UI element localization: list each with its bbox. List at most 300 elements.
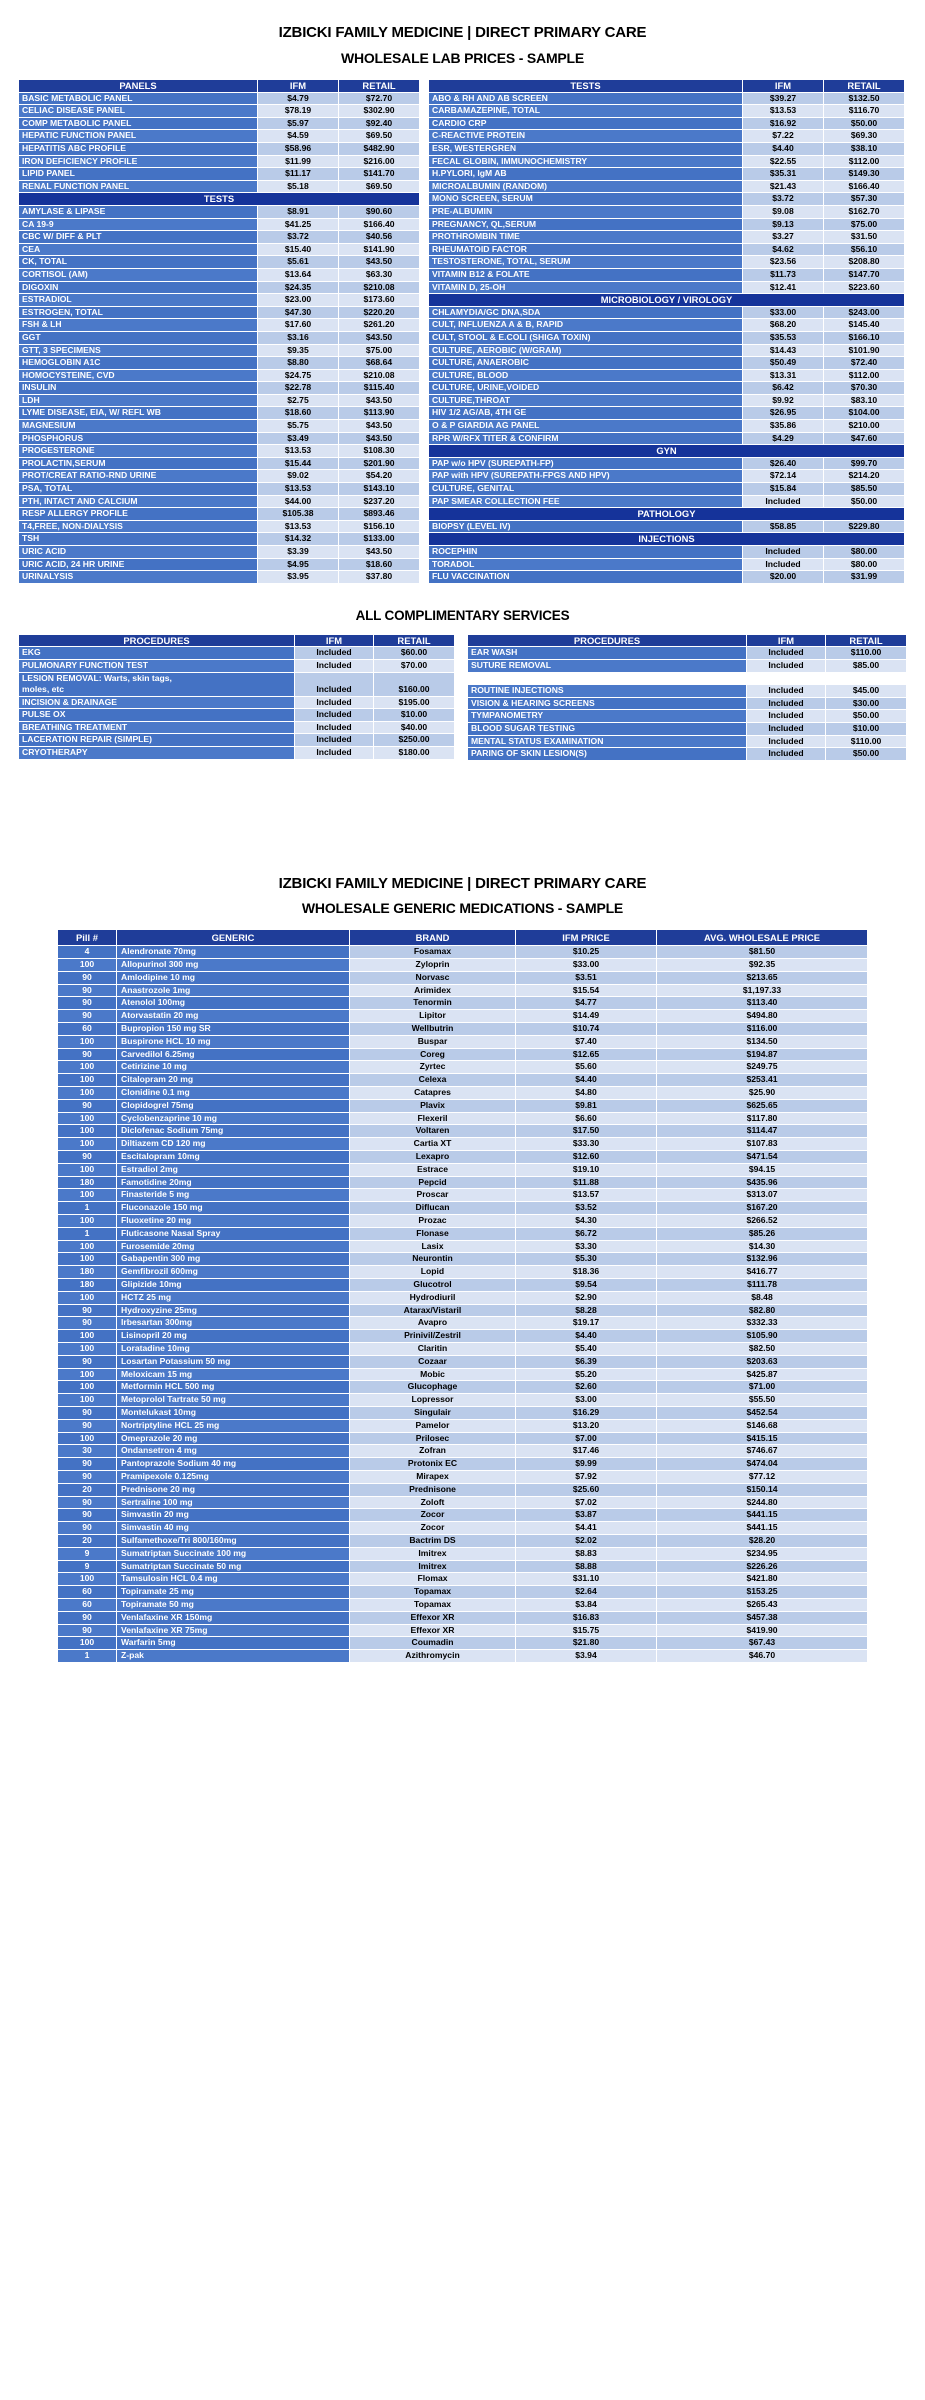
brand-name-cell: Avapro bbox=[350, 1317, 515, 1329]
item-name: MAGNESIUM bbox=[19, 420, 257, 432]
ifm-price-cell: $16.92 bbox=[743, 118, 823, 130]
table-header-row bbox=[468, 635, 906, 647]
ifm-price-cell: $3.30 bbox=[516, 1241, 656, 1253]
ifm-price-cell: $14.49 bbox=[516, 1010, 656, 1022]
awp-price-cell: $253.41 bbox=[657, 1074, 867, 1086]
retail-price-cell: $99.70 bbox=[824, 458, 904, 470]
ifm-price-cell: $13.53 bbox=[258, 483, 338, 495]
pill-count-cell: 90 bbox=[58, 1458, 116, 1470]
item-name: LESION REMOVAL: Warts, skin tags, moles, etc bbox=[19, 673, 294, 696]
brand-name-cell: Zoloft bbox=[350, 1497, 515, 1509]
ifm-price-cell: $14.43 bbox=[743, 345, 823, 357]
medications-table bbox=[57, 929, 868, 1663]
item-name: ESTRADIOL bbox=[19, 294, 257, 306]
retail-price-cell: $70.30 bbox=[824, 382, 904, 394]
table-row bbox=[58, 959, 867, 971]
pill-count-cell: 60 bbox=[58, 1023, 116, 1035]
table-row bbox=[19, 269, 419, 281]
item-name: VITAMIN B12 & FOLATE bbox=[429, 269, 742, 281]
brand-name-cell: Norvasc bbox=[350, 972, 515, 984]
brand-name-cell: Coreg bbox=[350, 1049, 515, 1061]
col-ifm: IFM bbox=[258, 80, 338, 92]
item-name: EKG bbox=[19, 647, 294, 659]
awp-price-cell: $194.87 bbox=[657, 1049, 867, 1061]
ifm-price-cell: $35.31 bbox=[743, 168, 823, 180]
table-row bbox=[58, 1497, 867, 1509]
ifm-price-cell: Included bbox=[747, 710, 825, 722]
table-header-row bbox=[429, 80, 904, 92]
item-name: FSH & LH bbox=[19, 319, 257, 331]
ifm-price-cell: $21.80 bbox=[516, 1637, 656, 1649]
section-header-row bbox=[429, 445, 904, 457]
retail-price-cell: $72.70 bbox=[339, 93, 419, 105]
table-row bbox=[19, 697, 454, 709]
table-row bbox=[19, 130, 419, 142]
retail-price-cell: $250.00 bbox=[374, 734, 454, 746]
pill-count-cell: 100 bbox=[58, 1138, 116, 1150]
ifm-price-cell: $4.95 bbox=[258, 559, 338, 571]
empty-cell bbox=[826, 673, 906, 685]
generic-name-cell: Simvastin 20 mg bbox=[117, 1509, 349, 1521]
generic-name-cell: Sertraline 100 mg bbox=[117, 1497, 349, 1509]
ifm-price-cell: $39.27 bbox=[743, 93, 823, 105]
pill-count-cell: 1 bbox=[58, 1228, 116, 1240]
generic-name-cell: Sumatriptan Succinate 100 mg bbox=[117, 1548, 349, 1560]
retail-price-cell: $156.10 bbox=[339, 521, 419, 533]
table-row bbox=[429, 357, 904, 369]
retail-price-cell: $43.50 bbox=[339, 420, 419, 432]
retail-price-cell: $69.30 bbox=[824, 130, 904, 142]
retail-price-cell: $57.30 bbox=[824, 193, 904, 205]
brand-name-cell: Buspar bbox=[350, 1036, 515, 1048]
pill-count-cell: 100 bbox=[58, 1241, 116, 1253]
ifm-price-cell: Included bbox=[747, 723, 825, 735]
item-name: PARING OF SKIN LESION(S) bbox=[468, 748, 746, 760]
generic-name-cell: Sumatriptan Succinate 50 mg bbox=[117, 1561, 349, 1573]
brand-name-cell: Wellbutrin bbox=[350, 1023, 515, 1035]
awp-price-cell: $77.12 bbox=[657, 1471, 867, 1483]
item-name: RENAL FUNCTION PANEL bbox=[19, 181, 257, 193]
pill-count-cell: 100 bbox=[58, 1637, 116, 1649]
ifm-price-cell: $7.00 bbox=[516, 1433, 656, 1445]
table-row bbox=[468, 736, 906, 748]
awp-price-cell: $167.20 bbox=[657, 1202, 867, 1214]
ifm-price-cell: $58.96 bbox=[258, 143, 338, 155]
item-name: PULSE OX bbox=[19, 709, 294, 721]
ifm-price-cell: Included bbox=[743, 546, 823, 558]
table-row bbox=[58, 1369, 867, 1381]
table-row bbox=[58, 1151, 867, 1163]
ifm-price-cell: $9.81 bbox=[516, 1100, 656, 1112]
table-row bbox=[58, 1074, 867, 1086]
generic-name-cell: Finasteride 5 mg bbox=[117, 1189, 349, 1201]
generic-name-cell: Estradiol 2mg bbox=[117, 1164, 349, 1176]
ifm-price-cell: $3.49 bbox=[258, 433, 338, 445]
table-row bbox=[19, 722, 454, 734]
table-row bbox=[58, 1522, 867, 1534]
table-row bbox=[58, 1202, 867, 1214]
pill-count-cell: 30 bbox=[58, 1445, 116, 1457]
item-name: ROUTINE INJECTIONS bbox=[468, 685, 746, 697]
ifm-price-cell: $3.72 bbox=[258, 231, 338, 243]
ifm-price-cell: $26.40 bbox=[743, 458, 823, 470]
item-name: EAR WASH bbox=[468, 647, 746, 659]
item-name: CORTISOL (AM) bbox=[19, 269, 257, 281]
table-row bbox=[429, 206, 904, 218]
item-name: PAP SMEAR COLLECTION FEE bbox=[429, 496, 742, 508]
complimentary-right-table bbox=[467, 634, 907, 761]
table-row bbox=[19, 395, 419, 407]
retail-price-cell: $223.60 bbox=[824, 282, 904, 294]
awp-price-cell: $14.30 bbox=[657, 1241, 867, 1253]
item-name: HOMOCYSTEINE, CVD bbox=[19, 370, 257, 382]
retail-price-cell: $166.40 bbox=[824, 181, 904, 193]
awp-price-cell: $226.26 bbox=[657, 1561, 867, 1573]
ifm-price-cell: $20.00 bbox=[743, 571, 823, 583]
table-row bbox=[468, 698, 906, 710]
brand-name-cell: Bactrim DS bbox=[350, 1535, 515, 1547]
retail-price-cell: $75.00 bbox=[339, 345, 419, 357]
pill-count-cell: 90 bbox=[58, 997, 116, 1009]
retail-price-cell: $69.50 bbox=[339, 181, 419, 193]
generic-name-cell: Montelukast 10mg bbox=[117, 1407, 349, 1419]
item-name: LYME DISEASE, EIA, W/ REFL WB bbox=[19, 407, 257, 419]
brand-name-cell: Lopid bbox=[350, 1266, 515, 1278]
ifm-price-cell: $4.40 bbox=[516, 1330, 656, 1342]
pill-count-cell: 90 bbox=[58, 1612, 116, 1624]
table-row bbox=[19, 521, 419, 533]
pill-count-cell: 180 bbox=[58, 1177, 116, 1189]
retail-price-cell: $143.10 bbox=[339, 483, 419, 495]
brand-name-cell: Zofran bbox=[350, 1445, 515, 1457]
ifm-price-cell: $9.54 bbox=[516, 1279, 656, 1291]
item-name: TYMPANOMETRY bbox=[468, 710, 746, 722]
table-row bbox=[58, 1637, 867, 1649]
item-name: CULTURE, URINE,VOIDED bbox=[429, 382, 742, 394]
ifm-price-cell: $17.46 bbox=[516, 1445, 656, 1457]
item-name: O & P GIARDIA AG PANEL bbox=[429, 420, 742, 432]
item-name: TESTOSTERONE, TOTAL, SERUM bbox=[429, 256, 742, 268]
col-awp: AVG. WHOLESALE PRICE bbox=[657, 930, 867, 946]
ifm-price-cell: Included bbox=[295, 647, 373, 659]
generic-name-cell: HCTZ 25 mg bbox=[117, 1292, 349, 1304]
table-row bbox=[58, 1433, 867, 1445]
generic-name-cell: Escitalopram 10mg bbox=[117, 1151, 349, 1163]
ifm-price-cell: $17.60 bbox=[258, 319, 338, 331]
ifm-price-cell: $24.75 bbox=[258, 370, 338, 382]
meds-page-title: IZBICKI FAMILY MEDICINE | DIRECT PRIMARY CARE bbox=[278, 874, 647, 892]
generic-name-cell: Omeprazole 20 mg bbox=[117, 1433, 349, 1445]
item-name: SUTURE REMOVAL bbox=[468, 660, 746, 672]
generic-name-cell: Carvedilol 6.25mg bbox=[117, 1049, 349, 1061]
table-row bbox=[19, 433, 419, 445]
item-name: PAP w/o HPV (SUREPATH-FP) bbox=[429, 458, 742, 470]
table-row bbox=[58, 1215, 867, 1227]
generic-name-cell: Citalopram 20 mg bbox=[117, 1074, 349, 1086]
ifm-price-cell: $8.80 bbox=[258, 357, 338, 369]
table-row bbox=[58, 1330, 867, 1342]
brand-name-cell: Topamax bbox=[350, 1586, 515, 1598]
awp-price-cell: $203.63 bbox=[657, 1356, 867, 1368]
retail-price-cell: $210.00 bbox=[824, 420, 904, 432]
retail-price-cell: $482.90 bbox=[339, 143, 419, 155]
awp-price-cell: $441.15 bbox=[657, 1522, 867, 1534]
retail-price-cell: $68.64 bbox=[339, 357, 419, 369]
pill-count-cell: 90 bbox=[58, 985, 116, 997]
awp-price-cell: $8.48 bbox=[657, 1292, 867, 1304]
ifm-price-cell: Included bbox=[747, 698, 825, 710]
table-row bbox=[429, 143, 904, 155]
brand-name-cell: Catapres bbox=[350, 1087, 515, 1099]
generic-name-cell: Clonidine 0.1 mg bbox=[117, 1087, 349, 1099]
ifm-price-cell: $4.79 bbox=[258, 93, 338, 105]
brand-name-cell: Mobic bbox=[350, 1369, 515, 1381]
ifm-price-cell: $2.60 bbox=[516, 1381, 656, 1393]
table-row bbox=[58, 1292, 867, 1304]
table-row bbox=[19, 734, 454, 746]
ifm-price-cell: Included bbox=[295, 660, 373, 672]
retail-price-cell: $10.00 bbox=[826, 723, 906, 735]
ifm-price-cell: Included bbox=[747, 660, 825, 672]
generic-name-cell: Ondansetron 4 mg bbox=[117, 1445, 349, 1457]
ifm-price-cell: Included bbox=[747, 647, 825, 659]
retail-price-cell: $90.60 bbox=[339, 206, 419, 218]
generic-name-cell: Losartan Potassium 50 mg bbox=[117, 1356, 349, 1368]
ifm-price-cell: $13.64 bbox=[258, 269, 338, 281]
ifm-price-cell: $35.53 bbox=[743, 332, 823, 344]
retail-price-cell: $75.00 bbox=[824, 219, 904, 231]
retail-price-cell: $208.80 bbox=[824, 256, 904, 268]
table-row bbox=[19, 307, 419, 319]
brand-name-cell: Cartia XT bbox=[350, 1138, 515, 1150]
retail-price-cell: $166.10 bbox=[824, 332, 904, 344]
item-name: PROGESTERONE bbox=[19, 445, 257, 457]
ifm-price-cell: $23.56 bbox=[743, 256, 823, 268]
item-name: PSA, TOTAL bbox=[19, 483, 257, 495]
table-row bbox=[429, 407, 904, 419]
pill-count-cell: 20 bbox=[58, 1484, 116, 1496]
table-row bbox=[19, 660, 454, 672]
awp-price-cell: $471.54 bbox=[657, 1151, 867, 1163]
table-row bbox=[19, 533, 419, 545]
item-name: HEPATIC FUNCTION PANEL bbox=[19, 130, 257, 142]
col-generic: GENERIC bbox=[117, 930, 349, 946]
awp-price-cell: $28.20 bbox=[657, 1535, 867, 1547]
retail-price-cell: $149.30 bbox=[824, 168, 904, 180]
generic-name-cell: Topiramate 25 mg bbox=[117, 1586, 349, 1598]
table-row bbox=[19, 571, 419, 583]
ifm-price-cell: $5.40 bbox=[516, 1343, 656, 1355]
table-row bbox=[58, 1241, 867, 1253]
ifm-price-cell: $11.17 bbox=[258, 168, 338, 180]
pill-count-cell: 90 bbox=[58, 1100, 116, 1112]
brand-name-cell: Plavix bbox=[350, 1100, 515, 1112]
item-name: CEA bbox=[19, 244, 257, 256]
table-header-row bbox=[19, 635, 454, 647]
ifm-price-cell: $3.39 bbox=[258, 546, 338, 558]
brand-name-cell: Lasix bbox=[350, 1241, 515, 1253]
col-ifm: IFM bbox=[747, 635, 825, 647]
item-name: AMYLASE & LIPASE bbox=[19, 206, 257, 218]
table-row bbox=[429, 244, 904, 256]
retail-price-cell: $45.00 bbox=[826, 685, 906, 697]
table-row bbox=[58, 1573, 867, 1585]
retail-price-cell: $116.70 bbox=[824, 105, 904, 117]
table-row bbox=[429, 256, 904, 268]
awp-price-cell: $94.15 bbox=[657, 1164, 867, 1176]
retail-price-cell: $10.00 bbox=[374, 709, 454, 721]
item-name: PAP with HPV (SUREPATH-FPGS AND HPV) bbox=[429, 470, 742, 482]
lab-right-column bbox=[428, 79, 903, 584]
item-name: BIOPSY (LEVEL IV) bbox=[429, 521, 742, 533]
ifm-price-cell: $35.86 bbox=[743, 420, 823, 432]
retail-price-cell: $220.20 bbox=[339, 307, 419, 319]
awp-price-cell: $332.33 bbox=[657, 1317, 867, 1329]
pill-count-cell: 100 bbox=[58, 1292, 116, 1304]
ifm-price-cell: $41.25 bbox=[258, 219, 338, 231]
table-row bbox=[429, 559, 904, 571]
ifm-price-cell: $7.22 bbox=[743, 130, 823, 142]
generic-name-cell: Bupropion 150 mg SR bbox=[117, 1023, 349, 1035]
ifm-price-cell: $10.25 bbox=[516, 946, 656, 958]
awp-price-cell: $1,197.33 bbox=[657, 985, 867, 997]
pill-count-cell: 90 bbox=[58, 1010, 116, 1022]
lab-prices-section bbox=[0, 79, 925, 584]
retail-price-cell: $201.90 bbox=[339, 458, 419, 470]
page-title: IZBICKI FAMILY MEDICINE | DIRECT PRIMARY CARE bbox=[278, 24, 647, 41]
retail-price-cell: $237.20 bbox=[339, 496, 419, 508]
table-row bbox=[58, 1113, 867, 1125]
retail-price-cell: $83.10 bbox=[824, 395, 904, 407]
section-header-row bbox=[429, 508, 904, 520]
ifm-price-cell: $9.99 bbox=[516, 1458, 656, 1470]
retail-price-cell: $43.50 bbox=[339, 433, 419, 445]
retail-price-cell: $92.40 bbox=[339, 118, 419, 130]
table-row bbox=[58, 1625, 867, 1637]
table-row bbox=[19, 231, 419, 243]
awp-price-cell: $265.43 bbox=[657, 1599, 867, 1611]
table-row bbox=[19, 156, 419, 168]
table-row bbox=[429, 282, 904, 294]
awp-price-cell: $746.67 bbox=[657, 1445, 867, 1457]
item-name: RESP ALLERGY PROFILE bbox=[19, 508, 257, 520]
table-row bbox=[58, 1484, 867, 1496]
table-row bbox=[429, 420, 904, 432]
ifm-price-cell: $7.40 bbox=[516, 1036, 656, 1048]
pill-count-cell: 100 bbox=[58, 1215, 116, 1227]
item-name: C-REACTIVE PROTEIN bbox=[429, 130, 742, 142]
table-row bbox=[429, 496, 904, 508]
item-name: CELIAC DISEASE PANEL bbox=[19, 105, 257, 117]
table-row bbox=[19, 282, 419, 294]
ifm-price-cell: Included bbox=[295, 673, 373, 696]
item-name: T4,FREE, NON-DIALYSIS bbox=[19, 521, 257, 533]
ifm-price-cell: $8.83 bbox=[516, 1548, 656, 1560]
table-row bbox=[429, 458, 904, 470]
col-brand: BRAND bbox=[350, 930, 515, 946]
brand-name-cell: Pamelor bbox=[350, 1420, 515, 1432]
ifm-price-cell: $33.00 bbox=[516, 959, 656, 971]
table-row bbox=[58, 1049, 867, 1061]
item-name: H.PYLORI, IgM AB bbox=[429, 168, 742, 180]
table-header-row bbox=[19, 80, 419, 92]
awp-price-cell: $116.00 bbox=[657, 1023, 867, 1035]
table-row bbox=[58, 1164, 867, 1176]
retail-price-cell: $195.00 bbox=[374, 697, 454, 709]
item-name: INCISION & DRAINAGE bbox=[19, 697, 294, 709]
ifm-price-cell: $15.75 bbox=[516, 1625, 656, 1637]
brand-name-cell: Mirapex bbox=[350, 1471, 515, 1483]
retail-price-cell: $261.20 bbox=[339, 319, 419, 331]
item-name: BLOOD SUGAR TESTING bbox=[468, 723, 746, 735]
item-name: TORADOL bbox=[429, 559, 742, 571]
retail-price-cell: $216.00 bbox=[339, 156, 419, 168]
item-name: GGT bbox=[19, 332, 257, 344]
pill-count-cell: 100 bbox=[58, 1125, 116, 1137]
table-row bbox=[19, 93, 419, 105]
table-row bbox=[58, 985, 867, 997]
table-header-label: PANELS bbox=[19, 80, 257, 92]
ifm-price-cell: $13.31 bbox=[743, 370, 823, 382]
table-row bbox=[19, 332, 419, 344]
pill-count-cell: 90 bbox=[58, 1407, 116, 1419]
ifm-price-cell: $6.60 bbox=[516, 1113, 656, 1125]
pill-count-cell: 100 bbox=[58, 1074, 116, 1086]
col-ifm: IFM bbox=[743, 80, 823, 92]
retail-price-cell: $243.00 bbox=[824, 307, 904, 319]
table-row bbox=[19, 357, 419, 369]
pill-count-cell: 90 bbox=[58, 1317, 116, 1329]
ifm-price-cell: Included bbox=[295, 734, 373, 746]
brand-name-cell: Estrace bbox=[350, 1164, 515, 1176]
pill-count-cell: 60 bbox=[58, 1599, 116, 1611]
brand-name-cell: Prinivil/Zestril bbox=[350, 1330, 515, 1342]
pill-count-cell: 90 bbox=[58, 1049, 116, 1061]
generic-name-cell: Prednisone 20 mg bbox=[117, 1484, 349, 1496]
table-row bbox=[58, 1100, 867, 1112]
retail-price-cell: $70.00 bbox=[374, 660, 454, 672]
generic-name-cell: Lisinopril 20 mg bbox=[117, 1330, 349, 1342]
brand-name-cell: Imitrex bbox=[350, 1561, 515, 1573]
ifm-price-cell: $11.73 bbox=[743, 269, 823, 281]
item-name: TSH bbox=[19, 533, 257, 545]
ifm-price-cell: $6.42 bbox=[743, 382, 823, 394]
pill-count-cell: 90 bbox=[58, 1420, 116, 1432]
awp-price-cell: $213.65 bbox=[657, 972, 867, 984]
table-section-header: PATHOLOGY bbox=[429, 508, 904, 520]
retail-price-cell: $112.00 bbox=[824, 156, 904, 168]
table-row bbox=[468, 748, 906, 760]
brand-name-cell: Singulair bbox=[350, 1407, 515, 1419]
retail-price-cell: $141.70 bbox=[339, 168, 419, 180]
ifm-price-cell: $5.60 bbox=[516, 1061, 656, 1073]
generic-name-cell: Amlodipine 10 mg bbox=[117, 972, 349, 984]
ifm-price-cell: $9.92 bbox=[743, 395, 823, 407]
ifm-price-cell: $3.87 bbox=[516, 1509, 656, 1521]
awp-price-cell: $150.14 bbox=[657, 1484, 867, 1496]
item-name: MICROALBUMIN (RANDOM) bbox=[429, 181, 742, 193]
brand-name-cell: Atarax/Vistaril bbox=[350, 1305, 515, 1317]
ifm-price-cell: $9.08 bbox=[743, 206, 823, 218]
ifm-price-cell: $9.02 bbox=[258, 470, 338, 482]
generic-name-cell: Cyclobenzaprine 10 mg bbox=[117, 1113, 349, 1125]
ifm-price-cell: $4.40 bbox=[743, 143, 823, 155]
pill-count-cell: 9 bbox=[58, 1561, 116, 1573]
table-section-header: GYN bbox=[429, 445, 904, 457]
generic-name-cell: Metformin HCL 500 mg bbox=[117, 1381, 349, 1393]
awp-price-cell: $625.65 bbox=[657, 1100, 867, 1112]
brand-name-cell: Flomax bbox=[350, 1573, 515, 1585]
